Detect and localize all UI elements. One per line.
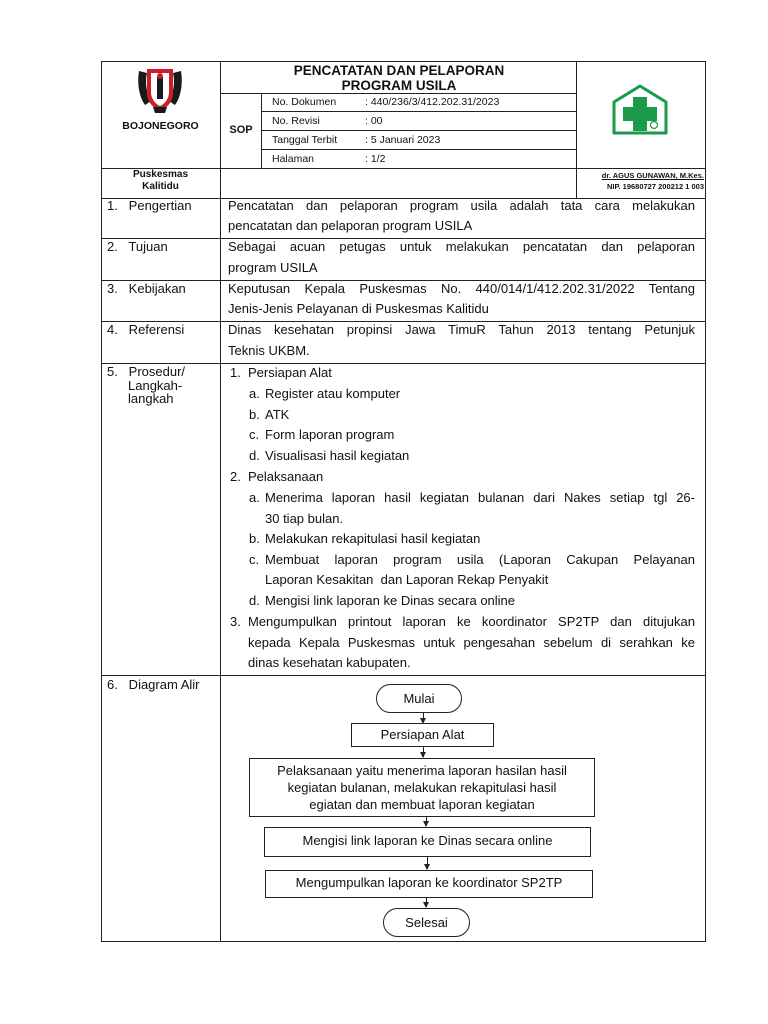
meta-value-tanggal: : 5 Januari 2023 — [365, 134, 441, 146]
org-name-line1: Puskesmas — [132, 169, 189, 180]
kebijakan-text-line2: Jenis-Jenis Pelayanan di Puskesmas Kalitidu — [228, 301, 489, 316]
list-marker: d. — [249, 593, 260, 608]
org-name-line2: Kalitidu — [142, 181, 179, 192]
flow-step-persiapan: Persiapan Alat — [351, 723, 494, 747]
pengertian-text-line2: pencatatan dan pelaporan program USILA — [228, 218, 473, 233]
signer-nip: NIP. 19680727 200212 1 003 — [606, 182, 704, 191]
flow-step-mengisi-link: Mengisi link laporan ke Dinas secara online — [264, 827, 591, 857]
list-marker: d. — [249, 448, 260, 463]
flow-start: Mulai — [376, 684, 462, 713]
flow-end: Selesai — [383, 908, 470, 937]
bojonegoro-emblem-icon — [133, 63, 187, 115]
list-item: Form laporan program — [265, 427, 395, 442]
meta-label-revisi: No. Revisi — [272, 115, 320, 127]
step-text-line1: Mengumpulkan printout laporan ke koordinator SP2TP dan ditujukan — [248, 614, 695, 629]
list-marker: a. — [249, 386, 260, 401]
list-item-cont: Laporan Kesakitan dan Laporan Rekap Penyakit — [265, 572, 549, 587]
document-title-line2: PROGRAM USILA — [341, 78, 457, 93]
signer-name: dr. AGUS GUNAWAN, M.Kes. — [601, 171, 704, 180]
tujuan-text-line2: program USILA — [228, 260, 318, 275]
list-marker: a. — [249, 490, 260, 505]
list-item: Visualisasi hasil kegiatan — [265, 448, 410, 463]
list-item-cont: 30 tiap bulan. — [265, 511, 344, 526]
step-number: 1. — [230, 365, 241, 380]
flow-step-pelaksanaan — [249, 758, 595, 817]
flow-step-pelaksanaan-line2: kegiatan bulanan, melakukan rekapitulasi hasil — [287, 780, 557, 795]
pengertian-text-line1: Pencatatan dan pelaporan program usila adalah tata cara melakukan — [228, 198, 695, 213]
list-marker: b. — [249, 531, 260, 546]
referensi-text-line1: Dinas kesehatan propinsi Jawa TimuR Tahun 2013 tentang Petunjuk — [228, 322, 695, 337]
section-label-prosedur: 5. Prosedur/ — [107, 364, 186, 379]
meta-value-halaman: : 1/2 — [365, 153, 386, 165]
step-text-line3: dinas kesehatan kabupaten. — [248, 655, 411, 670]
list-marker: c. — [249, 552, 260, 567]
meta-value-revisi: : 00 — [365, 115, 383, 127]
list-item: Mengisi link laporan ke Dinas secara online — [265, 593, 516, 608]
step-number: 2. — [230, 469, 241, 484]
step-number: 3. — [230, 614, 241, 629]
logo-label: BOJONEGORO — [122, 120, 199, 132]
list-item: ATK — [265, 407, 290, 422]
flow-step-mengumpulkan: Mengumpulkan laporan ke koordinator SP2TP — [265, 870, 593, 898]
section-label-tujuan: 2. Tujuan — [107, 239, 168, 254]
meta-label-dokumen: No. Dokumen — [272, 96, 337, 108]
list-marker: b. — [249, 407, 260, 422]
document-title-line1: PENCATATAN DAN PELAPORAN — [293, 63, 505, 78]
list-item: Melakukan rekapitulasi hasil kegiatan — [265, 531, 481, 546]
meta-label-tanggal: Tanggal Terbit — [272, 134, 338, 146]
list-item: Menerima laporan hasil kegiatan bulanan dari Nakes setiap tgl 26- — [265, 490, 695, 505]
puskesmas-cross-icon — [611, 83, 669, 141]
list-marker: c. — [249, 427, 260, 442]
section-label-diagram: 6. Diagram Alir — [107, 677, 200, 692]
section-label-prosedur-line3: langkah — [128, 391, 174, 406]
referensi-text-line2: Teknis UKBM. — [228, 343, 310, 358]
list-item: Membuat laporan program usila (Laporan Cakupan Pelayanan — [265, 552, 695, 567]
meta-value-dokumen: : 440/236/3/412.202.31/2023 — [365, 96, 500, 108]
flow-step-pelaksanaan-line1: Pelaksanaan yaitu menerima laporan hasilan hasil — [277, 763, 567, 778]
step-title: Persiapan Alat — [248, 365, 332, 380]
section-label-referensi: 4. Referensi — [107, 322, 185, 337]
section-label-prosedur-line2: Langkah- — [128, 378, 183, 393]
flow-step-pelaksanaan-line3: egiatan dan membuat laporan kegiatan — [309, 797, 535, 812]
step-text-line2: kepada Kepala Puskesmas untuk pengesahan sebelum di serahkan ke — [248, 635, 695, 650]
tujuan-text-line1: Sebagai acuan petugas untuk melakukan pencatatan dan pelaporan — [228, 239, 695, 254]
step-title: Pelaksanaan — [248, 469, 324, 484]
section-label-pengertian: 1. Pengertian — [107, 198, 192, 213]
list-item: Register atau komputer — [265, 386, 401, 401]
meta-label-halaman: Halaman — [272, 153, 315, 165]
kebijakan-text-line1: Keputusan Kepala Puskesmas No. 440/014/1/412.202.31/2022 Tentang — [228, 281, 695, 296]
sop-label: SOP — [229, 124, 253, 136]
section-label-kebijakan: 3. Kebijakan — [107, 281, 186, 296]
